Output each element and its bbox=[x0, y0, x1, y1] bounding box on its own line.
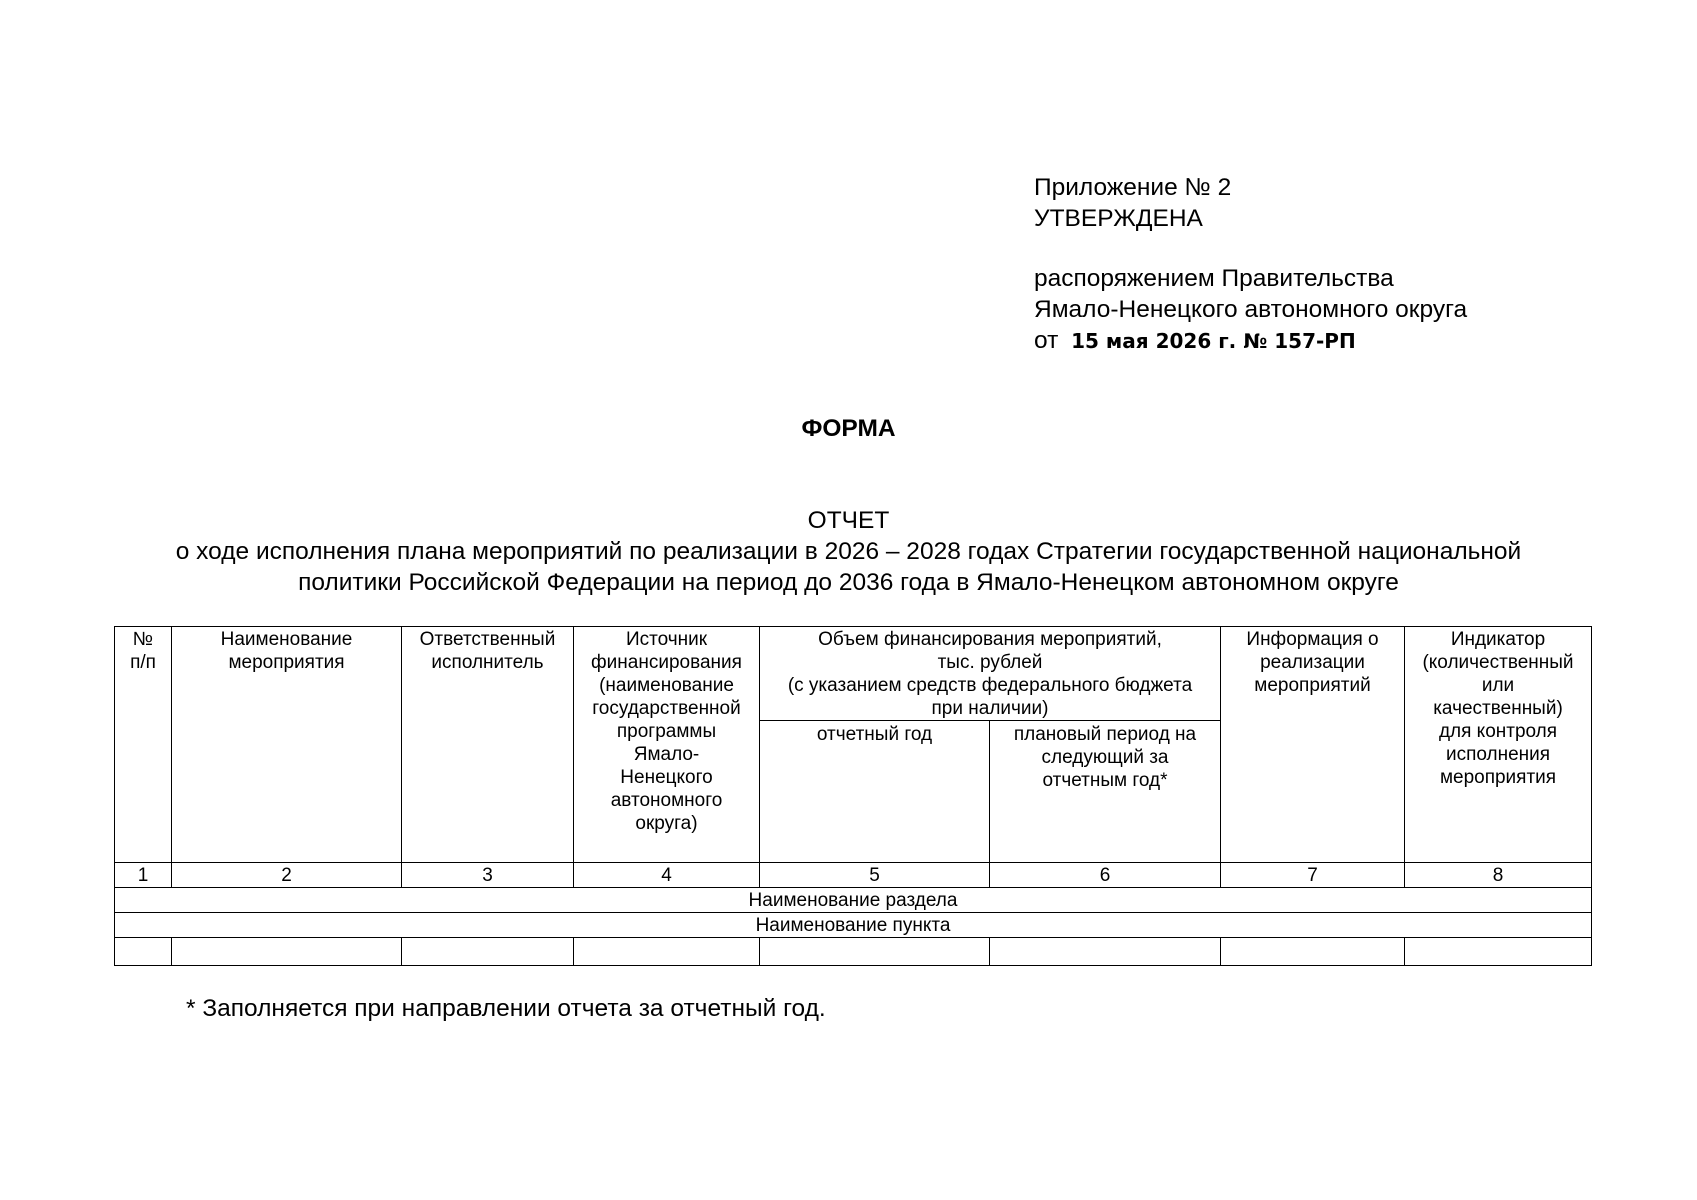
header-row-top bbox=[115, 627, 1592, 721]
header-text-line: программы bbox=[616, 721, 717, 742]
header-text-line: качественный) bbox=[1433, 698, 1563, 719]
item-name-cell: Наименование пункта bbox=[115, 913, 1592, 938]
header-text-line: Объем финансирования мероприятий, bbox=[818, 629, 1162, 650]
empty-cell bbox=[574, 938, 760, 966]
header-text-line: государственной bbox=[592, 698, 741, 719]
empty-cell bbox=[760, 938, 990, 966]
header-text-line: плановый период на bbox=[1013, 724, 1197, 745]
column-number: 6 bbox=[990, 863, 1221, 888]
header-text-line: округа) bbox=[635, 813, 698, 834]
header-text-line: мероприятия bbox=[1439, 767, 1557, 788]
header-reporting-year bbox=[760, 721, 990, 863]
approval-line-1: распоряжением Правительства bbox=[1034, 265, 1394, 292]
header-text-line: мероприятия bbox=[228, 652, 345, 673]
header-text-line: следующий за bbox=[1041, 747, 1169, 768]
report-title: ОТЧЕТ bbox=[807, 507, 890, 534]
report-title-block bbox=[0, 505, 1697, 598]
approval-block bbox=[1034, 172, 1467, 357]
column-number: 3 bbox=[402, 863, 574, 888]
report-subtitle-line-2: политики Российской Федерации на период до 2036 года в Ямало-Ненецком автономном округе bbox=[298, 569, 1399, 596]
footnote: * Заполняется при направлении отчета за отчетный год. bbox=[186, 995, 826, 1022]
column-number: 1 bbox=[115, 863, 172, 888]
header-funding-volume bbox=[760, 627, 1221, 721]
header-text-line: финансирования bbox=[591, 652, 742, 673]
empty-cell bbox=[115, 938, 172, 966]
report-table bbox=[114, 626, 1592, 966]
column-number: 2 bbox=[172, 863, 402, 888]
empty-cell bbox=[1221, 938, 1405, 966]
item-row bbox=[115, 913, 1592, 938]
header-text-line: для контроля bbox=[1438, 721, 1558, 742]
date-prefix: от bbox=[1034, 327, 1059, 354]
header-text-line: (наименование bbox=[599, 675, 734, 696]
header-text-line: исполнитель bbox=[431, 652, 544, 673]
form-label: ФОРМА bbox=[801, 415, 896, 442]
header-text-line: мероприятий bbox=[1254, 675, 1371, 696]
report-subtitle-line-1: о ходе исполнения плана мероприятий по реализации в 2026 – 2028 годах Стратегии государственной национальной bbox=[175, 538, 1522, 565]
column-number: 7 bbox=[1221, 863, 1405, 888]
header-text-line: отчетный год bbox=[816, 724, 933, 745]
header-planning-period bbox=[990, 721, 1221, 863]
header-text-line: при наличии) bbox=[931, 698, 1049, 719]
header-text-line: Ненецкого bbox=[620, 767, 713, 788]
header-text-line: п/п bbox=[130, 652, 156, 673]
header-text-line: реализации bbox=[1260, 652, 1365, 673]
column-number-row bbox=[115, 863, 1592, 888]
header-text-line: автономного bbox=[610, 790, 723, 811]
header-text-line: Информация о bbox=[1246, 629, 1379, 650]
approved-label: УТВЕРЖДЕНА bbox=[1034, 205, 1203, 232]
header-text-line: (количественный bbox=[1422, 652, 1574, 673]
header-text-line: № bbox=[132, 629, 154, 650]
appendix-label: Приложение № 2 bbox=[1034, 174, 1232, 201]
header-text-line: Наименование bbox=[220, 629, 353, 650]
header-text-line: отчетным год* bbox=[1042, 770, 1168, 791]
approval-date-line bbox=[1034, 325, 1467, 357]
header-text-line: Индикатор bbox=[1450, 629, 1546, 650]
empty-cell bbox=[172, 938, 402, 966]
approval-date-value: 15 мая 2026 г. № 157-РП bbox=[1071, 329, 1356, 353]
header-text-line: тыс. рублей bbox=[937, 652, 1043, 673]
approval-gap bbox=[1034, 234, 1467, 263]
header-text-line: Ответственный bbox=[419, 629, 556, 650]
section-name-cell: Наименование раздела bbox=[115, 888, 1592, 913]
header-text-line: или bbox=[1481, 675, 1515, 696]
header-text-line: исполнения bbox=[1445, 744, 1551, 765]
empty-data-row bbox=[115, 938, 1592, 966]
column-number: 5 bbox=[760, 863, 990, 888]
header-funding-source bbox=[574, 627, 760, 863]
column-number: 8 bbox=[1405, 863, 1592, 888]
header-text-line: (с указанием средств федерального бюджета bbox=[787, 675, 1193, 696]
section-row bbox=[115, 888, 1592, 913]
column-number: 4 bbox=[574, 863, 760, 888]
approval-line-2: Ямало-Ненецкого автономного округа bbox=[1034, 296, 1468, 323]
header-text-line: Источник bbox=[625, 629, 708, 650]
header-text-line: Ямало- bbox=[633, 744, 700, 765]
header-responsible bbox=[402, 627, 574, 863]
header-event-name bbox=[172, 627, 402, 863]
empty-cell bbox=[990, 938, 1221, 966]
header-number bbox=[115, 627, 172, 863]
header-implementation-info bbox=[1221, 627, 1405, 863]
empty-cell bbox=[1405, 938, 1592, 966]
header-indicator bbox=[1405, 627, 1592, 863]
empty-cell bbox=[402, 938, 574, 966]
